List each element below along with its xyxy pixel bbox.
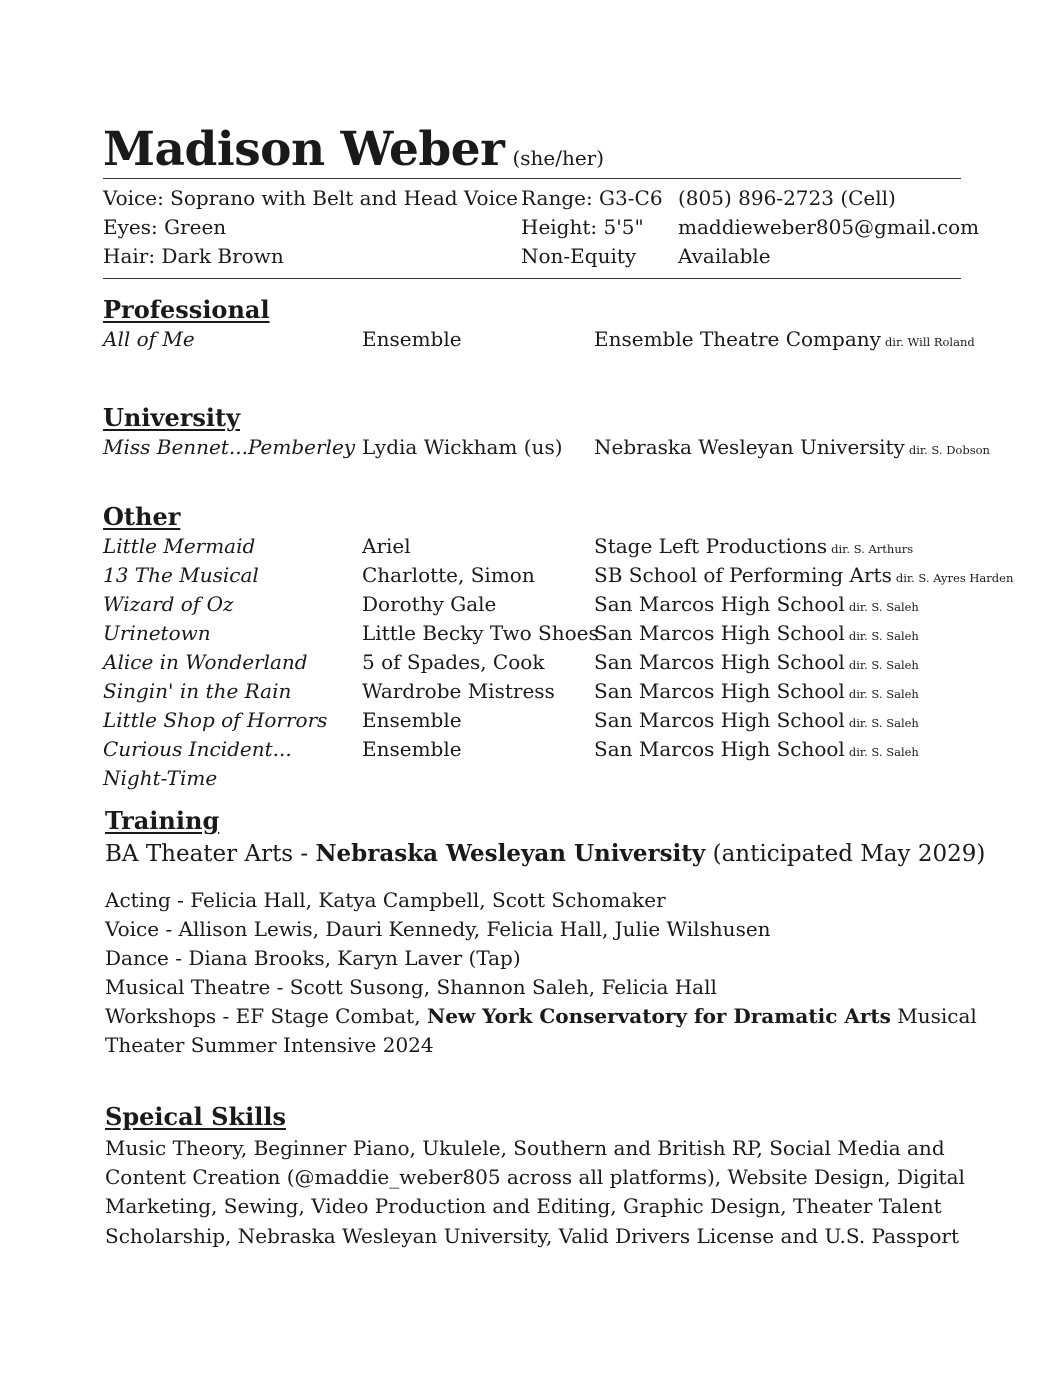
credit-venue bbox=[594, 435, 990, 459]
credit-show: Alice in Wonderland bbox=[103, 650, 308, 674]
credit-row bbox=[0, 737, 1064, 766]
section-heading-professional: Professional bbox=[103, 295, 270, 324]
degree-school: Nebraska Wesleyan University bbox=[315, 840, 706, 867]
training-workshops-continuation: Theater Summer Intensive 2024 bbox=[105, 1033, 434, 1057]
credit-venue bbox=[594, 592, 919, 616]
credit-role: Lydia Wickham (us) bbox=[362, 435, 563, 459]
credit-row bbox=[0, 592, 1064, 621]
credit-show: Curious Incident... bbox=[103, 737, 292, 761]
stats-column bbox=[521, 184, 663, 271]
credit-role: Little Becky Two Shoes bbox=[362, 621, 599, 645]
director-credit: dir. S. Saleh bbox=[848, 745, 919, 759]
pronouns: (she/her) bbox=[512, 146, 605, 170]
degree-date: (anticipated May 2029) bbox=[705, 841, 986, 867]
eye-color: Eyes: Green bbox=[103, 215, 227, 239]
credit-venue bbox=[594, 708, 919, 732]
contact-column bbox=[678, 184, 979, 271]
credit-venue bbox=[594, 679, 919, 703]
training-musical-theatre: Musical Theatre - Scott Susong, Shannon Saleh, Felicia Hall bbox=[105, 975, 717, 999]
section-heading-university: University bbox=[103, 403, 241, 432]
section-heading-other: Other bbox=[103, 502, 181, 531]
director-credit: dir. S. Saleh bbox=[848, 600, 919, 614]
degree-line bbox=[105, 840, 985, 867]
header-top-rule bbox=[103, 178, 961, 179]
header-bottom-rule bbox=[103, 278, 961, 279]
credit-show: Urinetown bbox=[103, 621, 211, 645]
union-status: Non-Equity bbox=[521, 244, 637, 268]
credit-show: 13 The Musical bbox=[103, 563, 259, 587]
phone-number[interactable]: (805) 896-2723 (Cell) bbox=[678, 186, 896, 210]
credit-show-continuation: Night-Time bbox=[103, 766, 218, 790]
credit-venue bbox=[594, 327, 975, 351]
director-credit: dir. S. Saleh bbox=[848, 658, 919, 672]
venue-name: San Marcos High School bbox=[594, 737, 845, 761]
credit-row bbox=[0, 534, 1064, 563]
degree-name: BA Theater Arts - bbox=[105, 841, 316, 867]
venue-name: Stage Left Productions bbox=[594, 534, 828, 558]
voice-type: Voice: Soprano with Belt and Head Voice bbox=[103, 186, 519, 210]
credit-show: Wizard of Oz bbox=[103, 592, 234, 616]
venue-name: Nebraska Wesleyan University bbox=[594, 435, 905, 459]
director-credit: dir. S. Ayres Harden bbox=[895, 571, 1014, 585]
credit-role: Ensemble bbox=[362, 737, 462, 761]
training-dance: Dance - Diana Brooks, Karyn Laver (Tap) bbox=[105, 946, 521, 970]
vitals-column bbox=[103, 184, 518, 271]
credit-show: Little Shop of Horrors bbox=[103, 708, 328, 732]
training-acting: Acting - Felicia Hall, Katya Campbell, Scott Schomaker bbox=[105, 888, 666, 912]
credit-venue bbox=[594, 534, 913, 558]
director-credit: dir. S. Arthurs bbox=[831, 542, 914, 556]
credit-row bbox=[0, 563, 1064, 592]
credit-row bbox=[0, 708, 1064, 737]
workshops-text-end: Musical bbox=[890, 1004, 977, 1028]
credit-row bbox=[0, 679, 1064, 708]
hair-color: Hair: Dark Brown bbox=[103, 244, 284, 268]
credit-row bbox=[0, 327, 1064, 356]
credit-role: Ensemble bbox=[362, 327, 462, 351]
vocal-range: Range: G3-C6 bbox=[521, 186, 663, 210]
credit-role: Charlotte, Simon bbox=[362, 563, 535, 587]
credit-role: Wardrobe Mistress bbox=[362, 679, 555, 703]
credit-role: Ensemble bbox=[362, 708, 462, 732]
director-credit: dir. S. Saleh bbox=[848, 687, 919, 701]
skills-text: Music Theory, Beginner Piano, Ukulele, Southern and British RP, Social Media and Content Creation (@maddie_weber805 across all platforms), Website Design, Digital Marketing, Sewing, Video Production and Editing, Graphic Design, Theater Talent Scholarship, Nebraska Wesleyan University, Valid Drivers License and U.S. Passport bbox=[105, 1136, 965, 1248]
workshops-text: Workshops - EF Stage Combat, bbox=[105, 1004, 427, 1028]
performer-name: Madison Weber bbox=[103, 122, 505, 177]
height: Height: 5'5" bbox=[521, 215, 644, 239]
training-voice: Voice - Allison Lewis, Dauri Kennedy, Felicia Hall, Julie Wilshusen bbox=[105, 917, 771, 941]
availability: Available bbox=[678, 244, 771, 268]
credit-venue bbox=[594, 563, 1013, 587]
credit-venue bbox=[594, 621, 919, 645]
venue-name: San Marcos High School bbox=[594, 592, 845, 616]
credit-row bbox=[0, 435, 1064, 464]
director-credit: dir. Will Roland bbox=[884, 335, 975, 349]
workshops-school: New York Conservatory for Dramatic Arts bbox=[426, 1004, 891, 1028]
credit-role: Ariel bbox=[362, 534, 411, 558]
credit-show: All of Me bbox=[103, 327, 195, 351]
venue-name: Ensemble Theatre Company bbox=[594, 327, 881, 351]
venue-name: San Marcos High School bbox=[594, 650, 845, 674]
training-workshops bbox=[105, 1004, 977, 1028]
name-line bbox=[103, 122, 604, 177]
director-credit: dir. S. Saleh bbox=[848, 629, 919, 643]
section-heading-skills: Speical Skills bbox=[105, 1102, 286, 1131]
venue-name: SB School of Performing Arts bbox=[594, 563, 892, 587]
director-credit: dir. S. Saleh bbox=[848, 716, 919, 730]
credit-venue bbox=[594, 737, 919, 761]
credit-show: Singin' in the Rain bbox=[103, 679, 292, 703]
director-credit: dir. S. Dobson bbox=[908, 443, 990, 457]
credit-role: Dorothy Gale bbox=[362, 592, 497, 616]
credit-row bbox=[0, 621, 1064, 650]
venue-name: San Marcos High School bbox=[594, 621, 845, 645]
credit-row bbox=[0, 650, 1064, 679]
venue-name: San Marcos High School bbox=[594, 708, 845, 732]
email-address[interactable]: maddieweber805@gmail.com bbox=[678, 215, 980, 239]
credit-role: 5 of Spades, Cook bbox=[362, 650, 545, 674]
credit-show: Little Mermaid bbox=[103, 534, 256, 558]
venue-name: San Marcos High School bbox=[594, 679, 845, 703]
credit-show: Miss Bennet...Pemberley bbox=[103, 435, 356, 459]
credit-venue bbox=[594, 650, 919, 674]
section-heading-training: Training bbox=[105, 806, 220, 835]
